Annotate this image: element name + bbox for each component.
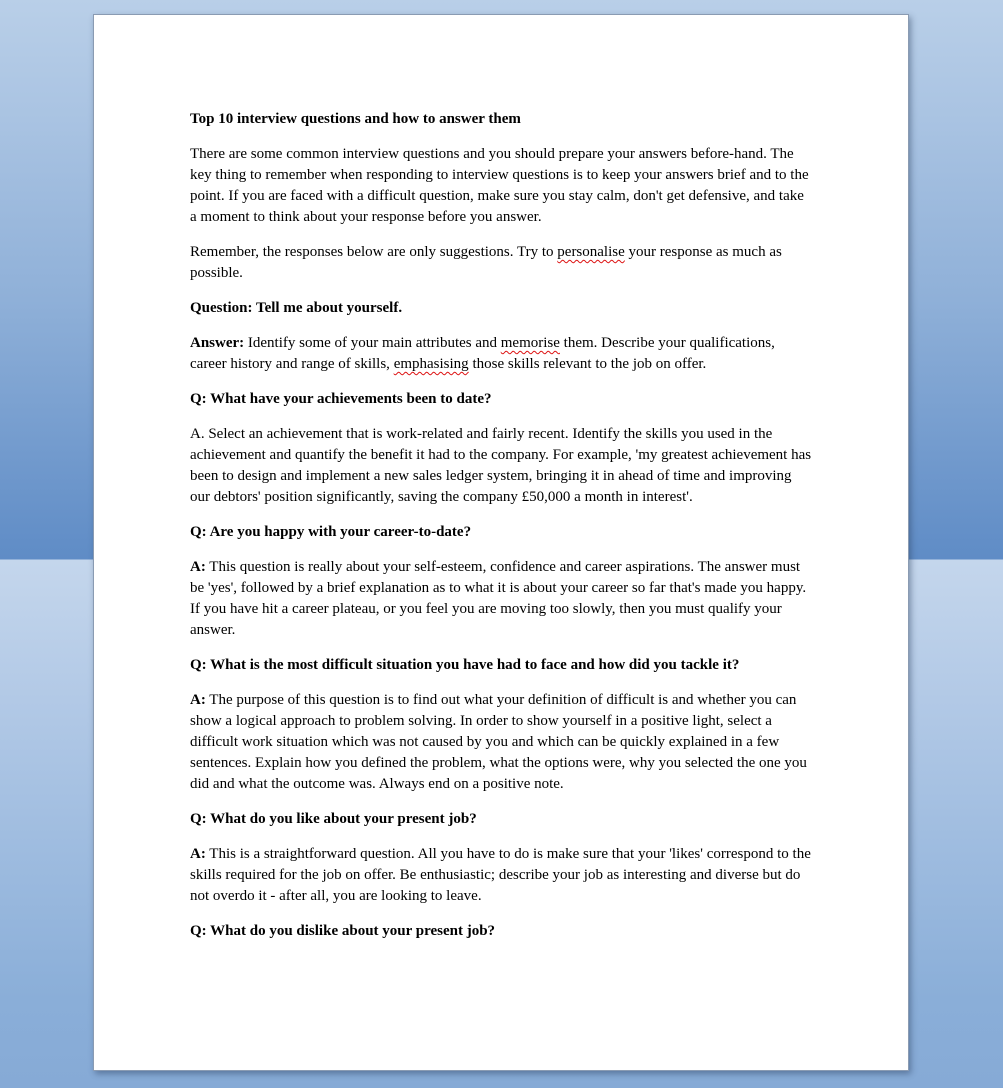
document-page[interactable] <box>93 14 909 1071</box>
question-heading: Q: What do you dislike about your present job? <box>190 923 496 939</box>
answer-label: A: <box>190 559 206 575</box>
answer-text-2: them. Describe your qualifications, career history and range of skills, <box>190 335 775 372</box>
answer-text: This is a straightforward question. All you have to do is make sure that your 'likes' correspond to the skills required for the job on offer. Be enthusiastic; describe your job as interesting and diverse but do not overdo it - after all, you are looking to leave. <box>190 846 811 904</box>
spelling-flag-personalise: personalise <box>557 244 625 260</box>
answer-label: A: <box>190 846 206 862</box>
question-heading: Q: What is the most difficult situation you have had to face and how did you tackle it? <box>190 657 740 673</box>
question-heading: Q: What have your achievements been to date? <box>190 391 492 407</box>
answer-paragraph <box>190 557 814 641</box>
question-heading: Question: Tell me about yourself. <box>190 300 403 316</box>
question-heading: Q: What do you like about your present job? <box>190 811 477 827</box>
answer-label: A: <box>190 692 206 708</box>
answer-paragraph <box>190 690 814 795</box>
answer-paragraph <box>190 333 814 375</box>
answer-label: Answer: <box>190 335 245 351</box>
document-body[interactable] <box>190 109 814 956</box>
answer-text: This question is really about your self-esteem, confidence and career aspirations. The answer must be 'yes', followed by a brief explanation as to what it is about your career so far that's made you happy. If you have hit a career plateau, or you feel you are moving too slowly, then you must qualify your answer. <box>190 559 807 638</box>
question-heading: Q: Are you happy with your career-to-date? <box>190 524 472 540</box>
spelling-flag-emphasising: emphasising <box>393 356 469 372</box>
answer-paragraph <box>190 424 814 508</box>
intro-paragraph: There are some common interview questions and you should prepare your answers before-hand. The key thing to remember when responding to interview questions is to keep your answers brief and to the point. If you are faced with a difficult question, make sure you stay calm, don't get defensive, and take a moment to think about your response before you answer. <box>190 146 809 225</box>
answer-text: The purpose of this question is to find out what your definition of difficult is and whether you can show a logical approach to problem solving. In order to show yourself in a positive light, select a difficult work situation which was not caused by you and which can be quickly explained in a few sentences. Explain how you defined the problem, what the options were, why you selected the one you did and what the outcome was. Always end on a positive note. <box>190 692 807 792</box>
note-text-2: your response as much as possible. <box>190 244 782 281</box>
note-paragraph <box>190 242 814 284</box>
document-title: Top 10 interview questions and how to answer them <box>190 111 521 127</box>
answer-text: A. Select an achievement that is work-related and fairly recent. Identify the skills you used in the achievement and quantify the benefit it had to the company. For example, 'my greatest achievement has been to design and implement a new sales ledger system, bringing it in ahead of time and improving our debtors' position significantly, saving the company £50,000 a month in interest'. <box>190 426 812 505</box>
note-text-1: Remember, the responses below are only suggestions. Try to <box>190 244 558 260</box>
spelling-flag-memorise: memorise <box>500 335 560 351</box>
answer-text-1: Identify some of your main attributes and <box>244 335 501 351</box>
answer-text-3: those skills relevant to the job on offer. <box>468 356 707 372</box>
answer-paragraph <box>190 844 814 907</box>
